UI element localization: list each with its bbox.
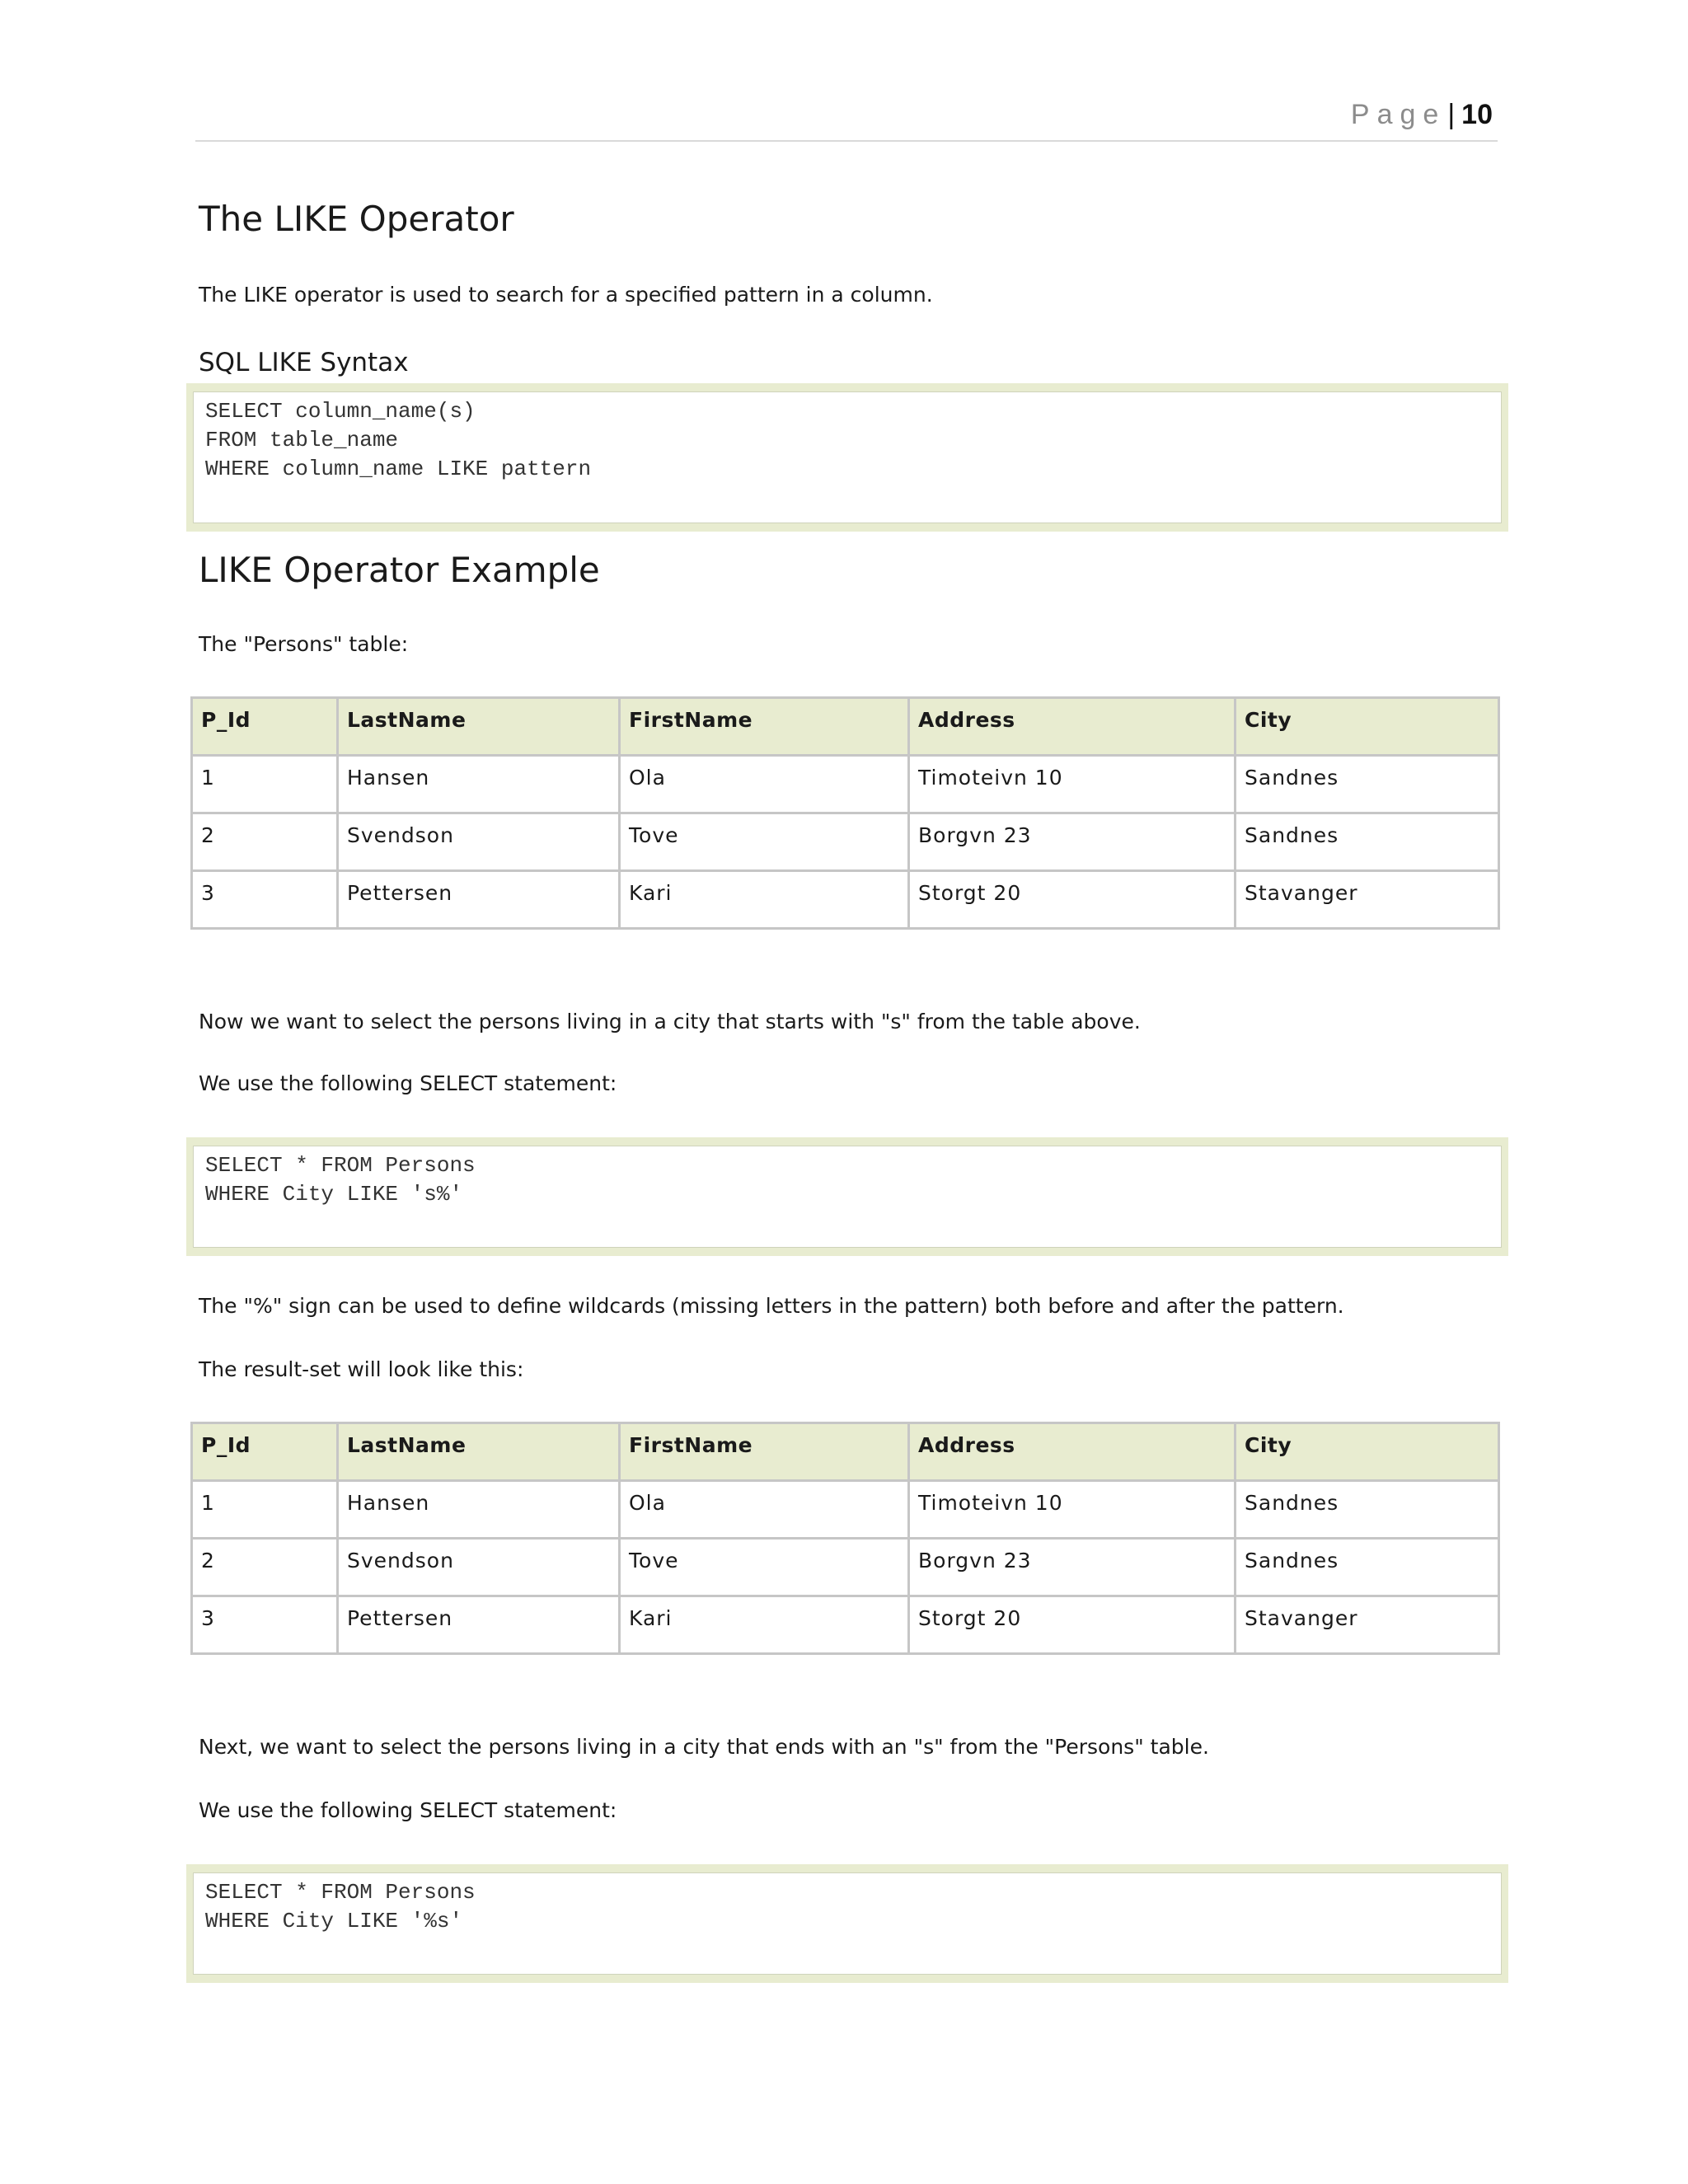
persons-table-label: The "Persons" table: — [199, 632, 409, 656]
select-statement-intro-1: We use the following SELECT statement: — [199, 1071, 617, 1095]
table-row — [192, 813, 1499, 871]
ends-with-paragraph: Next, we want to select the persons living in a city that ends with an "s" from the "Persons" table. — [199, 1735, 1209, 1759]
cell-lastname: Svendson — [338, 813, 620, 871]
table-row — [192, 756, 1499, 813]
example-code-body-1 — [193, 1146, 1502, 1248]
column-header-city: City — [1236, 698, 1499, 756]
result-table — [190, 1422, 1500, 1655]
table-row — [192, 1481, 1499, 1539]
table-row — [192, 871, 1499, 929]
page-number: 10 — [1461, 99, 1493, 130]
cell-lastname: Pettersen — [338, 871, 620, 929]
cell-p-id: 2 — [192, 813, 338, 871]
syntax-code-block — [186, 383, 1508, 532]
column-header-address: Address — [909, 698, 1236, 756]
cell-city: Sandnes — [1236, 1539, 1499, 1596]
cell-address: Borgvn 23 — [909, 1539, 1236, 1596]
cell-city: Sandnes — [1236, 756, 1499, 813]
example-code-block-1 — [186, 1137, 1508, 1256]
cell-firstname: Ola — [620, 756, 909, 813]
cell-p-id: 3 — [192, 871, 338, 929]
cell-firstname: Kari — [620, 1596, 909, 1654]
column-header-lastname: LastName — [338, 698, 620, 756]
select-statement-intro-2: We use the following SELECT statement: — [199, 1798, 617, 1822]
code-line: SELECT column_name(s) — [205, 399, 476, 424]
column-header-firstname: FirstName — [620, 1423, 909, 1481]
column-header-firstname: FirstName — [620, 698, 909, 756]
cell-lastname: Svendson — [338, 1539, 620, 1596]
cell-address: Timoteivn 10 — [909, 1481, 1236, 1539]
cell-city: Sandnes — [1236, 813, 1499, 871]
code-line: SELECT * FROM Persons — [205, 1153, 476, 1178]
cell-firstname: Kari — [620, 871, 909, 929]
cell-p-id: 1 — [192, 756, 338, 813]
cell-firstname: Tove — [620, 1539, 909, 1596]
column-header-lastname: LastName — [338, 1423, 620, 1481]
cell-lastname: Hansen — [338, 756, 620, 813]
column-header-p-id: P_Id — [192, 1423, 338, 1481]
cell-city: Stavanger — [1236, 1596, 1499, 1654]
cell-lastname: Hansen — [338, 1481, 620, 1539]
example-heading: LIKE Operator Example — [199, 550, 600, 590]
column-header-city: City — [1236, 1423, 1499, 1481]
table-row — [192, 1539, 1499, 1596]
persons-table — [190, 696, 1500, 930]
syntax-heading: SQL LIKE Syntax — [199, 348, 409, 377]
table-row — [192, 1596, 1499, 1654]
syntax-code-body — [193, 391, 1502, 523]
cell-address: Storgt 20 — [909, 871, 1236, 929]
example-code-body-2 — [193, 1872, 1502, 1975]
cell-p-id: 2 — [192, 1539, 338, 1596]
page-title: The LIKE Operator — [199, 199, 514, 239]
wildcard-paragraph: The "%" sign can be used to define wildcards (missing letters in the pattern) both before and after the pattern. — [199, 1294, 1344, 1318]
cell-p-id: 3 — [192, 1596, 338, 1654]
cell-firstname: Ola — [620, 1481, 909, 1539]
code-line: WHERE column_name LIKE pattern — [205, 457, 592, 481]
column-header-p-id: P_Id — [192, 698, 338, 756]
table-header-row — [192, 698, 1499, 756]
starts-with-paragraph: Now we want to select the persons living in a city that starts with "s" from the table above. — [199, 1010, 1141, 1033]
cell-address: Borgvn 23 — [909, 813, 1236, 871]
cell-lastname: Pettersen — [338, 1596, 620, 1654]
code-line: FROM table_name — [205, 428, 399, 452]
page-number-label — [1351, 97, 1493, 132]
intro-paragraph: The LIKE operator is used to search for a specified pattern in a column. — [199, 283, 933, 307]
page-separator: | — [1447, 99, 1456, 130]
code-line: WHERE City LIKE 's%' — [205, 1182, 463, 1207]
table-header-row — [192, 1423, 1499, 1481]
code-line: SELECT * FROM Persons — [205, 1880, 476, 1905]
page-word: Page — [1350, 99, 1447, 130]
cell-address: Timoteivn 10 — [909, 756, 1236, 813]
example-code-block-2 — [186, 1864, 1508, 1983]
result-set-paragraph: The result-set will look like this: — [199, 1357, 524, 1381]
column-header-address: Address — [909, 1423, 1236, 1481]
page-header — [195, 92, 1498, 142]
code-line: WHERE City LIKE '%s' — [205, 1909, 463, 1933]
cell-city: Stavanger — [1236, 871, 1499, 929]
cell-p-id: 1 — [192, 1481, 338, 1539]
cell-city: Sandnes — [1236, 1481, 1499, 1539]
cell-firstname: Tove — [620, 813, 909, 871]
cell-address: Storgt 20 — [909, 1596, 1236, 1654]
